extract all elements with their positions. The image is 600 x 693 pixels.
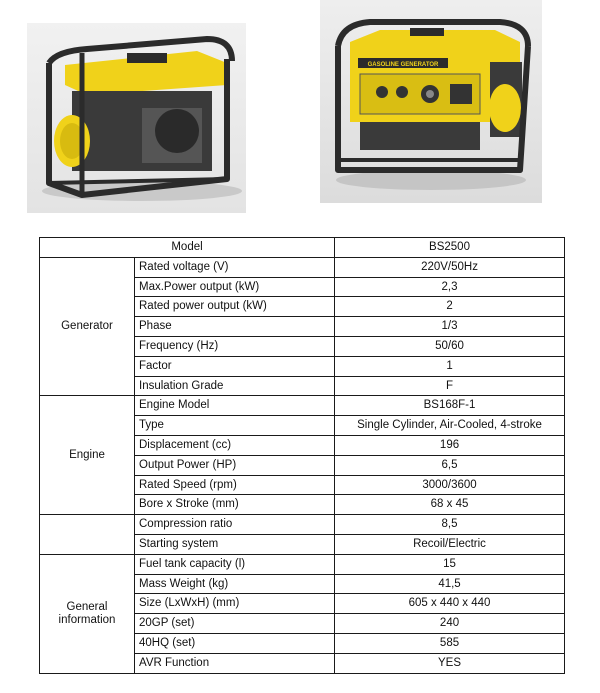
param-label: AVR Function [135, 653, 335, 673]
param-value: 6,5 [335, 455, 565, 475]
generator-illustration-right [320, 0, 542, 203]
generator-illustration-left [27, 23, 246, 213]
param-label: Starting system [135, 534, 335, 554]
param-value: 240 [335, 614, 565, 634]
table-row [40, 515, 565, 535]
param-value: YES [335, 653, 565, 673]
param-value: Single Cylinder, Air-Cooled, 4-stroke [335, 416, 565, 436]
param-value: 196 [335, 435, 565, 455]
param-value: 8,5 [335, 515, 565, 535]
param-label: 20GP (set) [135, 614, 335, 634]
param-value: Recoil/Electric [335, 534, 565, 554]
param-label: Rated power output (kW) [135, 297, 335, 317]
param-label: Factor [135, 356, 335, 376]
param-label: Fuel tank capacity (l) [135, 554, 335, 574]
param-label: Rated Speed (rpm) [135, 475, 335, 495]
param-label: Insulation Grade [135, 376, 335, 396]
param-value: 2,3 [335, 277, 565, 297]
param-label: Rated voltage (V) [135, 257, 335, 277]
param-value: 68 x 45 [335, 495, 565, 515]
panel-label: GASOLINE GENERATOR [367, 62, 439, 68]
group-general-information: General information [40, 554, 135, 673]
table-row [40, 257, 565, 277]
param-label: Displacement (cc) [135, 435, 335, 455]
param-value: 1/3 [335, 317, 565, 337]
param-label: Max.Power output (kW) [135, 277, 335, 297]
param-label: Engine Model [135, 396, 335, 416]
generator-rear-view-photo [27, 23, 246, 213]
param-value: 2 [335, 297, 565, 317]
param-value: 15 [335, 554, 565, 574]
param-value: F [335, 376, 565, 396]
param-label: Bore x Stroke (mm) [135, 495, 335, 515]
group-generator: Generator [40, 257, 135, 396]
param-label: Phase [135, 317, 335, 337]
param-label: Type [135, 416, 335, 436]
param-label: Compression ratio [135, 515, 335, 535]
generator-front-panel-photo [320, 0, 542, 203]
param-label: Frequency (Hz) [135, 336, 335, 356]
param-value: 585 [335, 633, 565, 653]
model-label: Model [40, 238, 335, 258]
table-row [40, 396, 565, 416]
param-value: 3000/3600 [335, 475, 565, 495]
model-value: BS2500 [335, 238, 565, 258]
param-label: Mass Weight (kg) [135, 574, 335, 594]
param-value: 605 x 440 x 440 [335, 594, 565, 614]
param-value: 1 [335, 356, 565, 376]
param-value: 50/60 [335, 336, 565, 356]
group-engine: Engine [40, 396, 135, 515]
param-label: Size (LxWxH) (mm) [135, 594, 335, 614]
table-row [40, 238, 565, 258]
param-label: Output Power (HP) [135, 455, 335, 475]
param-value: 41,5 [335, 574, 565, 594]
param-label: 40HQ (set) [135, 633, 335, 653]
table-row [40, 554, 565, 574]
group-unnamed [40, 515, 135, 555]
spec-table [39, 237, 565, 674]
param-value: 220V/50Hz [335, 257, 565, 277]
param-value: BS168F-1 [335, 396, 565, 416]
